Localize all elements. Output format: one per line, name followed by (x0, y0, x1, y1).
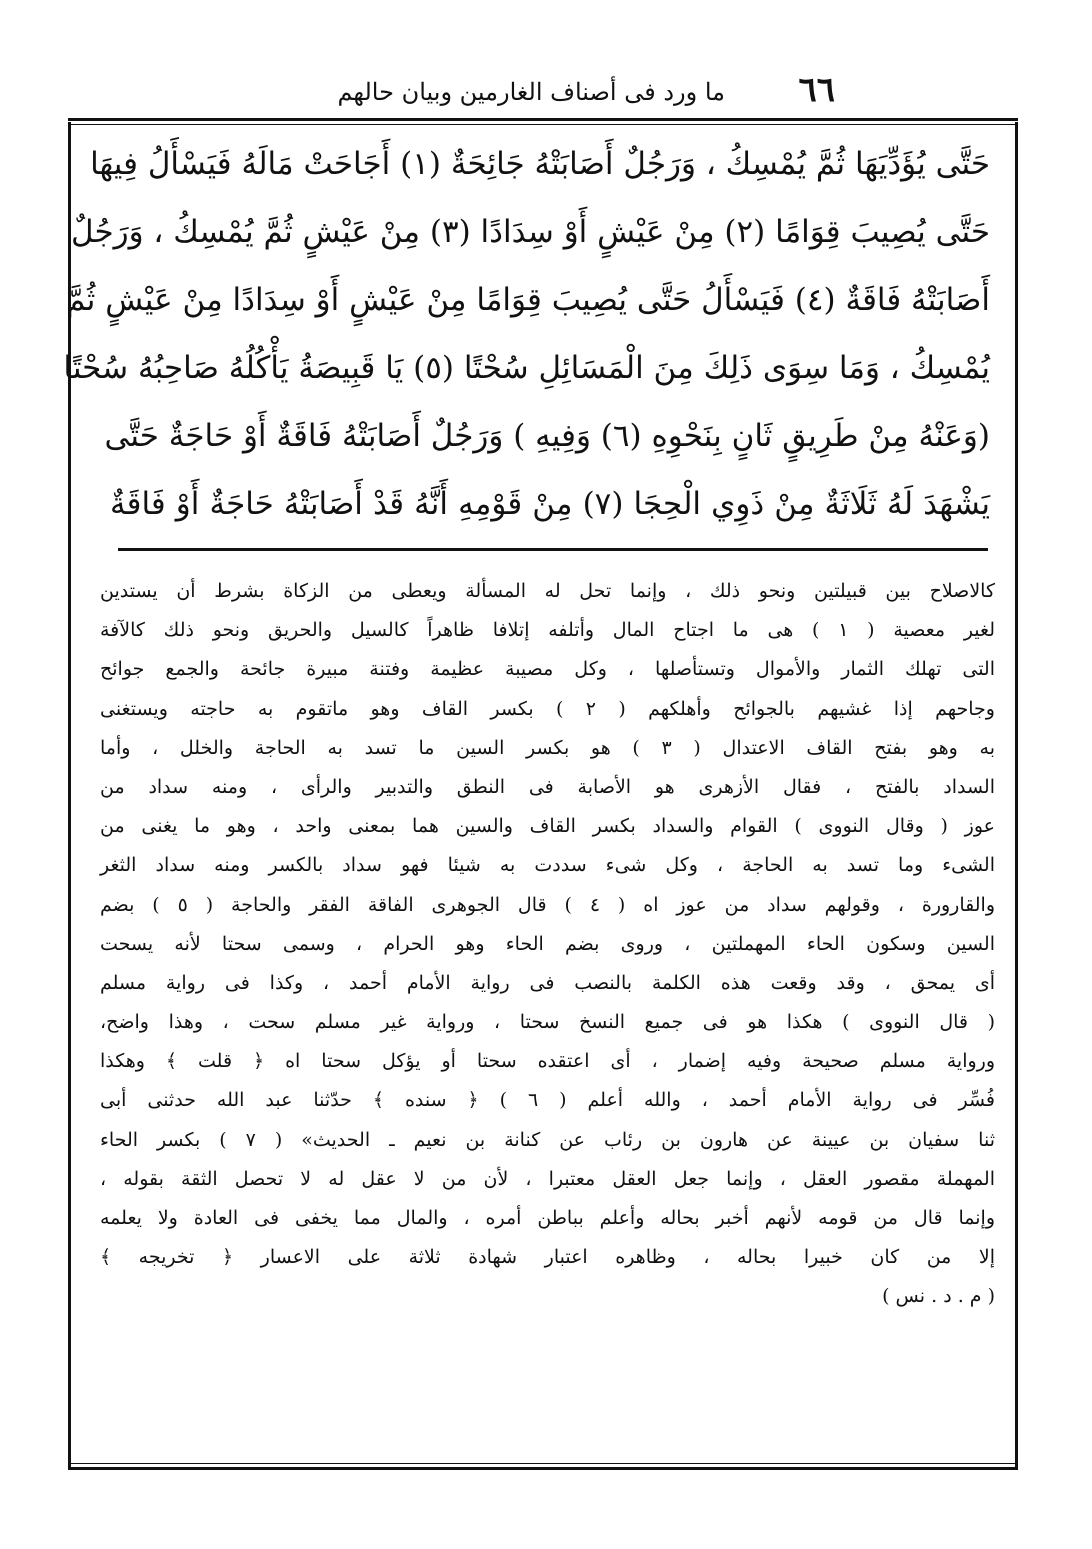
commentary-line: الشىء وما تسد به الحاجة ، وكل شىء سددت به شيئا فهو سداد بالكسر ومنه سداد الثغر (100, 854, 995, 877)
frame-bottom-rule (68, 1463, 1018, 1470)
commentary-line: فُسِّر فى رواية الأمام أحمد ، والله أعلم ( ٦ ) ﴿ سنده ﴾ حدّثنا عبد الله حدثنى أبى (100, 1089, 995, 1112)
hadith-line: حَتَّى يُصِيبَ قِوَامًا (٢) مِنْ عَيْشٍ أَوْ سِدَادًا (٣) مِنْ عَيْشٍ ثُمَّ يُمْسِكُ ، وَرَجُلٌ (70, 214, 990, 250)
hadith-line: (وَعَنْهُ مِنْ طَرِيقٍ ثَانٍ بِنَحْوِهِ (٦) وَفِيهِ ) وَرَجُلٌ أَصَابَتْهُ فَاقَةٌ أَوْ حَاجَةٌ حَتَّى (104, 418, 990, 454)
commentary-line: ( قال النووى ) هكذا هو فى جميع النسخ سحتا ، ورواية غير مسلم سحت ، وهذا واضح، (100, 1011, 995, 1034)
commentary-line: التى تهلك الثمار والأموال وتستأصلها ، وكل مصيبة عظيمة وفتنة مبيرة جائحة والجمع جوائح (100, 658, 995, 681)
commentary-line: المهملة مقصور العقل ، وإنما جعل العقل معتبرا ، لأن من لا عقل له لا تحصل الثقة بقوله ، (100, 1167, 995, 1190)
commentary-line: وجاحهم إذا غشيهم بالجوائح وأهلكهم ( ٢ ) بكسر القاف وهو ماتقوم به حاجته ويستغنى (100, 697, 995, 720)
commentary-line: عوز ( وقال النووى ) القوام والسداد بكسر القاف والسين هما بمعنى واحد ، وهو ما يغنى من (100, 815, 995, 838)
page-number: ٦٦ (798, 70, 835, 110)
commentary-line: السين وسكون الحاء المهملتين ، وروى بضم الحاء وهو الحرام ، وسمى سحتا لأنه يسحت (100, 932, 995, 955)
hadith-line: حَتَّى يُؤَدِّيَهَا ثُمَّ يُمْسِكُ ، وَرَجُلٌ أَصَابَتْهُ جَائِحَةٌ (١) أَجَاحَتْ مَالَهُ فَيَسْأَلُ فِيهَا (90, 146, 990, 182)
commentary-line: ورواية مسلم صحيحة وفيه إضمار ، أى اعتقده سحتا أو يؤكل سحتا اه ﴿ قلت ﴾ وهكذا (100, 1050, 995, 1073)
commentary-line: لغير معصية ( ١ ) هى ما اجتاح المال وأتلفه إتلافا ظاهراً كالسيل والحريق ونحو ذلك كالآفة (100, 619, 995, 642)
commentary-text (100, 572, 995, 1317)
running-title: ما ورد فى أصناف الغارمين وبيان حالهم (337, 78, 725, 106)
commentary-line: والقارورة ، وقولهم سداد من عوز اه ( ٤ ) قال الجوهرى الفاقة الفقر والحاجة ( ٥ ) بضم (100, 893, 995, 916)
page-header (235, 70, 835, 120)
commentary-line: وإنما قال من قومه لأنهم أخبر بحاله وأعلم بباطن أمره ، والمال مما يخفى فى العادة ولا يعلمه (100, 1207, 995, 1229)
commentary-line: أى يمحق ، وقد وقعت هذه الكلمة بالنصب فى رواية الأمام أحمد ، وكذا فى رواية مسلم (100, 971, 995, 994)
commentary-line: ثنا سفيان بن عيينة عن هارون بن رئاب عن كنانة بن نعيم ـ الحديث» ( ٧ ) بكسر الحاء (100, 1128, 995, 1151)
commentary-line: ( م . د . نس ) (882, 1285, 995, 1308)
commentary-line: كالاصلاح بين قبيلتين ونحو ذلك ، وإنما تحل له المسألة ويعطى من الزكاة بشرط أن يستدين (100, 580, 995, 602)
commentary-line: إلا من كان خبيرا بحاله ، وظاهره اعتبار شهادة ثلاثة على الاعسار ﴿ تخريجه ﴾ (100, 1246, 995, 1269)
hadith-line: أَصَابَتْهُ فَاقَةٌ (٤) فَيَسْأَلُ حَتَّى يُصِيبَ قِوَامًا مِنْ عَيْشٍ أَوْ سِدَادًا مِنْ عَيْشٍ ثُمَّ (66, 282, 990, 318)
hadith-line: يَشْهَدَ لَهُ ثَلَاثَةٌ مِنْ ذَوِي الْحِجَا (٧) مِنْ قَوْمِهِ أَنَّهُ قَدْ أَصَابَتْهُ حَاجَةٌ أَوْ فَاقَةٌ (110, 486, 990, 522)
hadith-line: يُمْسِكُ ، وَمَا سِوَى ذَلِكَ مِنَ الْمَسَائِلِ سُحْتًا (٥) يَا قَبِيصَةُ يَأْكُلُهُ صَاحِبُهُ سُحْتًا (63, 350, 990, 386)
hadith-text (63, 130, 990, 538)
section-separator (118, 548, 988, 551)
commentary-line: السداد بالفتح ، فقال الأزهرى هو الأصابة فى النطق والتدبير والرأى ، ومنه سداد من (100, 775, 995, 798)
commentary-line: به وهو بفتح القاف الاعتدال ( ٣ ) هو بكسر السين ما تسد به الحاجة والخلل ، وأما (100, 736, 995, 759)
